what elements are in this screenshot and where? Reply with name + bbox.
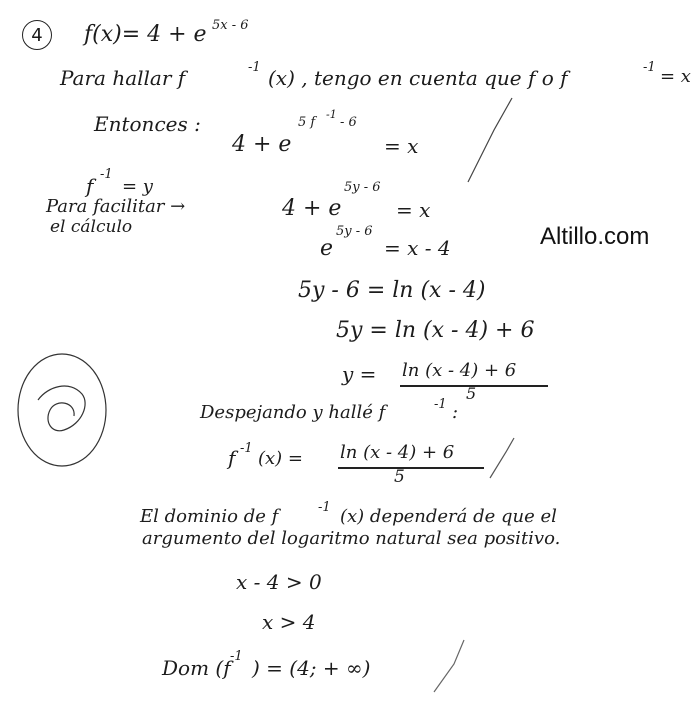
para-hallar-sup2: -1 xyxy=(643,60,656,75)
facilitar-text: Para facilitar → xyxy=(46,196,186,217)
dominio-line2: argumento del logaritmo natural sea positivo. xyxy=(142,528,561,549)
para-hallar-end: = x xyxy=(660,66,691,87)
finv-numerator: ln (x - 4) + 6 xyxy=(340,442,455,463)
para-hallar-sup: -1 xyxy=(248,60,261,75)
check-mark-1 xyxy=(468,98,512,182)
sub-rest: = y xyxy=(122,176,153,197)
para-hallar-rest: (x) , tengo en cuenta que f o f xyxy=(268,66,568,90)
sub-sup: -1 xyxy=(100,167,113,182)
finv-denominator: 5 xyxy=(394,467,405,487)
eq1-text: 4 + e xyxy=(232,132,292,157)
domain-rest: ) = (4; + ∞) xyxy=(252,656,371,680)
eq6-lhs: y = xyxy=(342,362,377,386)
check-mark-3 xyxy=(434,640,464,692)
definition-text: f(x)= 4 + e xyxy=(84,22,207,47)
despejando-end: : xyxy=(452,402,459,423)
despejando-sup: -1 xyxy=(434,397,447,412)
finv-sup: -1 xyxy=(240,441,253,456)
eq4-text: 5y - 6 = ln (x - 4) xyxy=(298,278,486,303)
finv-lhs: f xyxy=(228,446,236,470)
doodle-scribble xyxy=(38,386,85,431)
sub-f: f xyxy=(86,174,94,198)
entonces-label: Entonces : xyxy=(94,112,201,136)
dominio-line1: El dominio de f xyxy=(140,506,279,527)
eq6-numerator: ln (x - 4) + 6 xyxy=(402,360,517,381)
eq6-denominator: 5 xyxy=(466,384,477,403)
watermark: Altillo.com xyxy=(540,223,650,250)
calculo-text: el cálculo xyxy=(50,217,133,237)
eq2-exponent: 5y - 6 xyxy=(344,180,381,195)
eq1-exponent-sup: -1 xyxy=(326,108,337,121)
eq1-rhs: = x xyxy=(384,134,419,158)
eq3-rhs: = x - 4 xyxy=(384,236,451,260)
doodle-circle xyxy=(18,354,106,466)
domain-text: Dom (f xyxy=(162,656,231,680)
inequality-1: x - 4 > 0 xyxy=(236,570,322,594)
dominio-line1-rest: (x) dependerá de que el xyxy=(340,506,557,527)
domain-sup: -1 xyxy=(230,649,243,664)
para-hallar-text: Para hallar f xyxy=(60,66,186,90)
definition-exponent: 5x - 6 xyxy=(212,18,249,33)
problem-number: 4 xyxy=(31,24,43,46)
check-mark-2 xyxy=(490,438,514,478)
eq2-text: 4 + e xyxy=(282,196,342,221)
eq1-exponent: 5 f xyxy=(298,115,316,130)
finv-lhs-rest: (x) = xyxy=(258,448,303,469)
eq5-text: 5y = ln (x - 4) + 6 xyxy=(336,318,535,343)
eq1-exponent-rest: - 6 xyxy=(340,115,357,130)
dominio-line1-sup: -1 xyxy=(318,500,331,515)
inequality-2: x > 4 xyxy=(262,610,316,634)
despejando-text: Despejando y hallé f xyxy=(200,402,386,423)
eq2-rhs: = x xyxy=(396,198,431,222)
eq3-text: e xyxy=(320,236,334,261)
eq3-exponent: 5y - 6 xyxy=(336,224,373,239)
